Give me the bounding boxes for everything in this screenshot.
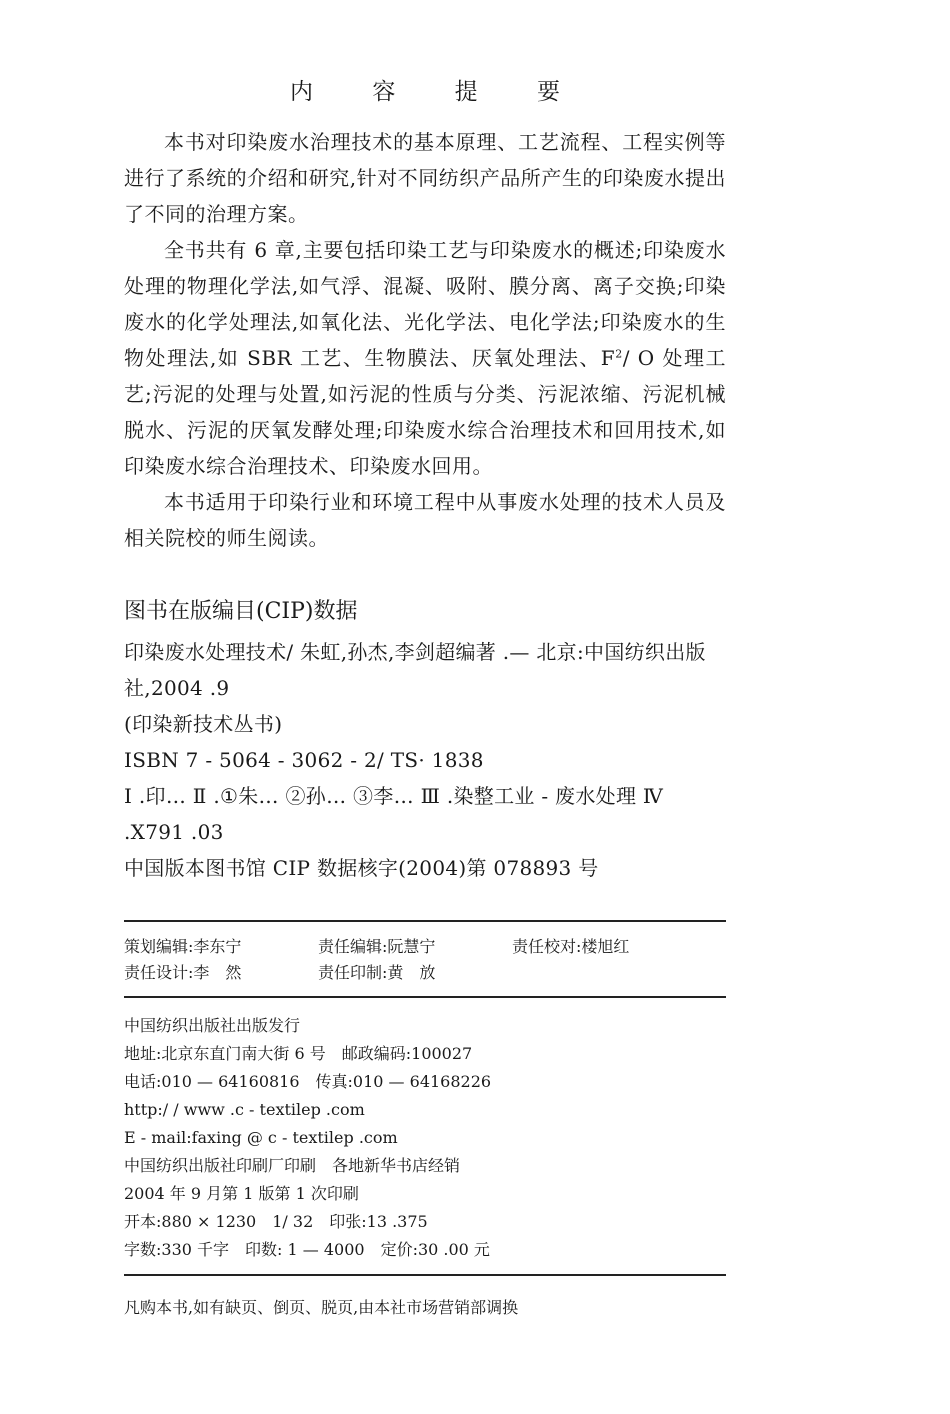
planning-editor: 策划编辑:李东宁 <box>124 937 242 956</box>
cip-line: ISBN 7 - 5064 - 3062 - 2/ TS· 1838 <box>124 748 484 772</box>
cip-line: Ⅰ .印… Ⅱ .①朱… ②孙… ③李… Ⅲ .染整工业 - 废水处理 Ⅳ .X791 .03 <box>124 784 664 844</box>
responsible-editor: 责任编辑:阮慧宁 <box>318 937 436 956</box>
phone-line: 电话:010 — 64160816 传真:010 — 64168226 <box>124 1072 492 1091</box>
edition-line: 2004 年 9 月第 1 版第 1 次印刷 <box>124 1184 359 1203</box>
proofreader: 责任校对:楼旭红 <box>512 937 630 956</box>
page-title: 内 容 提 要 <box>290 79 586 105</box>
printer-line: 中国纺织出版社印刷厂印刷 各地新华书店经销 <box>124 1156 461 1175</box>
copyright-page <box>124 74 726 1322</box>
address-line: 地址:北京东直门南大街 6 号 邮政编码:100027 <box>124 1044 473 1063</box>
email-line: E - mail:faxing @ c - textilep .com <box>124 1128 398 1147</box>
printing-supervisor: 责任印制:黄 放 <box>318 963 436 982</box>
abstract-paragraph-1: 本书对印染废水治理技术的基本原理、工艺流程、工程实例等进行了系统的介绍和研究,针对不同纺织产品所产生的印染废水提出了不同的治理方案。 <box>124 130 726 226</box>
abstract-paragraph-3: 本书适用于印染行业和环境工程中从事废水处理的技术人员及相关院校的师生阅读。 <box>124 490 726 550</box>
publisher-info <box>124 998 726 1274</box>
abstract-paragraph-2-part-a: 全书共有 6 章,主要包括印染工艺与印染废水的概述;印染废水处理的物理化学法,如气浮、混凝、吸附、膜分离、离子交换;印染废水的化学处理法,如氧化法、光化学法、电化学法;印染废水的生物处理法,如 SBR 工艺、生物膜法、厌氧处理法、F <box>124 238 726 370</box>
designer: 责任设计:李 然 <box>124 963 242 982</box>
cip-data <box>124 594 726 886</box>
price-line: 字数:330 千字 印数: 1 — 4000 定价:30 .00 元 <box>124 1240 490 1259</box>
cip-line: (印染新技术丛书) <box>124 712 283 736</box>
abstract <box>124 124 726 556</box>
editorial-credits <box>124 922 726 996</box>
cip-heading: 图书在版编目(CIP)数据 <box>124 599 358 624</box>
format-line: 开本:880 × 1230 1/ 32 印张:13 .375 <box>124 1212 428 1231</box>
publisher-line: 中国纺织出版社出版发行 <box>124 1016 301 1035</box>
abstract-paragraph-2-part-b: / O 处理工艺;污泥的处理与处置,如污泥的性质与分类、污泥浓缩、污泥机械脱水、污泥的厌氧发酵处理;印染废水综合治理技术和回用技术,如印染废水综合治理技术、印染废水回用。 <box>124 346 726 478</box>
abstract-paragraph-2 <box>124 232 726 484</box>
footer-note: 凡购本书,如有缺页、倒页、脱页,由本社市场营销部调换 <box>124 1298 519 1317</box>
website-line: http:/ / www .c - textilep .com <box>124 1100 365 1119</box>
cip-line: 印染废水处理技术/ 朱虹,孙杰,李剑超编著 .— 北京:中国纺织出版社,2004 .9 <box>124 640 706 700</box>
superscript: 2 <box>615 347 623 361</box>
cip-line: 中国版本图书馆 CIP 数据核字(2004)第 078893 号 <box>124 856 599 880</box>
